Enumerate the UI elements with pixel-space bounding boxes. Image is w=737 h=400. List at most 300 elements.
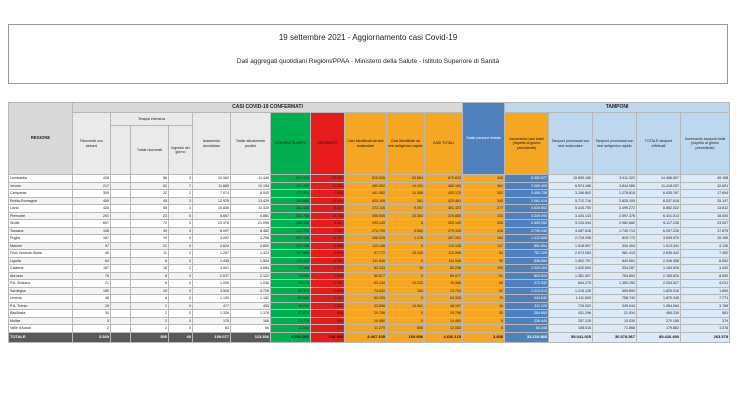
col-terapia-blank [111,126,131,175]
cell-deceduti: 6.697 [311,220,345,228]
cell-molecolare: 450.962 [345,182,387,190]
cell-positivi: 1.504 [231,257,271,265]
cell-t-incremento: 42.691 [681,182,730,190]
cell-spacer [111,272,131,280]
cell-dimessi: 11.544 [271,325,311,333]
cell-t-totale: 1.154.928 [637,265,681,273]
cell-ricoverati: 45 [73,250,111,258]
cell-antigenico: 63.884 [387,175,425,183]
cell-molecolare: 74.632 [345,287,387,295]
cell-t-molecolare: 4.457.516 [549,227,593,235]
cell-terapia: 19 [131,235,169,243]
cell-ingressi: 2 [169,250,193,258]
cell-ingressi: 0 [169,235,193,243]
col-t-antigenico: Tamponi processati con test antigenico rapido [593,113,637,175]
cell-t-totale: 2.636.442 [637,250,681,258]
cell-terapia: 2 [131,302,169,310]
cell-spacer [111,280,131,288]
cell-deceduti: 6.764 [311,235,345,243]
cell-t-incremento: 17.694 [681,190,730,198]
cell-antigenico: 11.388 [387,190,425,198]
cell-persone-testate: 838.884 [505,257,549,265]
cell-dimessi: 13.778 [271,317,311,325]
cell-positivi: 186 [231,317,271,325]
cell-molecolare: 29.756 [345,310,387,318]
col-terapia-intensiva: Terapia intensiva [111,113,193,126]
cell-regione: Abruzzo [9,272,73,280]
cell-ingressi: 5 [169,212,193,220]
cell-t-antigenico: 2.825.105 [593,197,637,205]
cell-dimessi: 107.138 [271,242,311,250]
cell-t-totale: 1.825.016 [637,287,681,295]
cell-deceduti: 8.557 [311,205,345,213]
cell-t-antigenico: 764.800 [593,272,637,280]
cell-isolamento: 170 [193,317,231,325]
cell-antigenico: 13.232 [387,280,425,288]
cell-deceduti: 7.804 [311,190,345,198]
cell-ricoverati: 3.929 [73,332,111,342]
cell-deceduti: 608 [311,310,345,318]
cell-ingressi: 0 [169,325,193,333]
cell-antigenico: 1.176 [387,235,425,243]
cell-positivi: 21.096 [231,220,271,228]
table-row [9,242,730,250]
cell-regione: Liguria [9,257,73,265]
cell-regione: Campania [9,190,73,198]
cell-molecolare: 372.116 [345,205,387,213]
report-subtitle: Dati aggregati quotidiani Regioni/PPAA - Ministero della Salute - Istituto Superiore di Sanità [236,58,500,65]
cell-t-totale: 6.435.767 [637,190,681,198]
cell-ricoverati: 63 [73,257,111,265]
cell-positivi: 12.154 [231,182,271,190]
cell-deceduti: 473 [311,325,345,333]
cell-casi-totali: 453.170 [425,190,463,198]
col-totale-ricoverati: Totale ricoverati [131,126,169,175]
cell-isolamento: 8.097 [193,227,231,235]
col-regione: REGIONE [9,103,73,175]
cell-regione: P.A. Trento [9,302,73,310]
cell-t-molecolare: 1.020.605 [549,265,593,273]
cell-dimessi: 361.406 [271,205,311,213]
cell-incremento: 69 [463,280,505,288]
cell-t-antigenico: 334.287 [593,265,637,273]
cell-deceduti: 11.739 [311,182,345,190]
cell-regione: Veneto [9,182,73,190]
cell-ricoverati: 57 [73,242,111,250]
cell-incremento: 340 [463,197,505,205]
cell-incremento: 153 [463,212,505,220]
cell-ricoverati: 217 [73,182,111,190]
cell-t-incremento: 263.578 [681,332,730,342]
cell-antigenico: 0 [387,310,425,318]
cell-antigenico: 6 [387,220,425,228]
cell-spacer [111,197,131,205]
cell-spacer [111,242,131,250]
cell-regione: Calabria [9,265,73,273]
cell-isolamento: 1.267 [193,250,231,258]
table-row [9,220,730,228]
col-isolamento: Isolamento domiciliare [193,113,231,175]
cell-t-antigenico: 981.413 [593,250,637,258]
cell-regione: TOTALE [9,332,73,342]
cell-positivi: 493 [231,302,271,310]
table-row [9,212,730,220]
cell-t-antigenico: 609.890 [593,287,637,295]
cell-persone-testate: 472.932 [505,280,549,288]
cell-incremento: 61 [463,272,505,280]
cell-antigenico: 15.226 [387,250,425,258]
cell-spacer [111,325,131,333]
cell-regione: Friuli Venezia Giulia [9,250,73,258]
cell-casi-totali: 293.149 [425,220,463,228]
cell-regione: Toscana [9,227,73,235]
cell-t-incremento: 581 [681,310,730,318]
cell-incremento: 35 [463,310,505,318]
table-row-total [9,332,730,342]
cell-persone-testate: 3.349.093 [505,212,549,220]
cell-t-antigenico: 3.499.272 [593,205,637,213]
cell-casi-totali: 381.323 [425,205,463,213]
table-row [9,272,730,280]
cell-casi-totali: 4.636.115 [425,332,463,342]
cell-terapia: 6 [131,272,169,280]
cell-incremento: 364 [463,182,505,190]
cell-persone-testate: 3.495.735 [505,190,549,198]
cell-antigenico: 361 [387,197,425,205]
cell-isolamento: 1.006 [193,280,231,288]
cell-persone-testate: 311.125 [505,302,549,310]
cell-ingressi: 0 [169,287,193,295]
col-t-molecolare: Tamponi processati con test molecolare [549,113,593,175]
cell-molecolare: 113.106 [345,242,387,250]
cell-casi-totali: 112.998 [425,250,463,258]
cell-persone-testate: 434.640 [505,295,549,303]
cell-t-incremento: 49.158 [681,175,730,183]
cell-positivi: 11.320 [231,205,271,213]
cell-deceduti: 2.538 [311,272,345,280]
cell-deceduti: 33.962 [311,175,345,183]
cell-regione: Emilia-Romagna [9,197,73,205]
cell-terapia: 2 [131,317,169,325]
cell-deceduti: 13.434 [311,197,345,205]
cell-terapia: 6 [131,295,169,303]
col-ingressi: Ingressi del giorno [169,126,193,175]
cell-casi-totali: 465.183 [425,182,463,190]
table-row [9,325,730,333]
cell-molecolare: 293.149 [345,220,387,228]
cell-incremento: 164 [463,235,505,243]
cell-isolamento: 2.624 [193,242,231,250]
cell-t-molecolare: 1.518.997 [549,242,593,250]
cell-persone-testate: 4.628.802 [505,205,549,213]
cell-t-molecolare: 6.574.186 [549,182,593,190]
cell-positivi: 3.298 [231,235,271,243]
cell-terapia: 22 [131,242,169,250]
cell-persone-testate: 881.694 [505,242,549,250]
cell-t-antigenico: 349.044 [593,302,637,310]
cell-positivi: 66 [231,325,271,333]
cell-t-incremento: 17.879 [681,227,730,235]
cell-molecolare: 815.826 [345,175,387,183]
cell-regione: Umbria [9,295,73,303]
cell-t-totale: 6.431.513 [637,212,681,220]
cell-isolamento: 12.975 [193,197,231,205]
cell-t-incremento: 4.130 [681,242,730,250]
cell-deceduti: 7.105 [311,227,345,235]
cell-terapia: 45 [131,197,169,205]
cell-t-molecolare: 1.381.007 [549,272,593,280]
cell-ingressi: 2 [169,265,193,273]
cell-t-molecolare: 257.125 [549,317,593,325]
cell-ingressi: 0 [169,295,193,303]
cell-ingressi: 0 [169,257,193,265]
cell-molecolare: 14.460 [345,317,387,325]
table-row [9,205,730,213]
col-casi-totali: CASI TOTALI [425,113,463,175]
cell-dimessi: 263.738 [271,227,311,235]
cell-casi-totali: 113.106 [425,242,463,250]
cell-spacer [111,302,131,310]
cell-t-totale: 270.155 [637,317,681,325]
cell-casi-totali: 12.083 [425,325,463,333]
cell-t-incremento: 379 [681,317,730,325]
cell-isolamento: 7.674 [193,190,231,198]
cell-t-molecolare: 5.415.750 [549,205,593,213]
cell-terapia: 23 [131,212,169,220]
cell-terapia: 52 [131,182,169,190]
cell-t-incremento: 6.011 [681,280,730,288]
cell-antigenico: 0 [387,257,425,265]
table-row [9,227,730,235]
cell-t-totale: 8.882.022 [637,205,681,213]
cell-ricoverati: 46 [73,295,111,303]
cell-isolamento: 5.657 [193,212,231,220]
cell-t-antigenico: 1.749.713 [593,227,637,235]
cell-incremento: 538 [463,220,505,228]
col-persone-testate: Totale persone testate [463,103,505,175]
cell-deceduti: 496 [311,317,345,325]
cell-antigenico: 0 [387,295,425,303]
cell-dimessi: 265.436 [271,220,311,228]
cell-regione: Lazio [9,205,73,213]
cell-antigenico: 20.363 [387,212,425,220]
cell-isolamento: 4.501 [193,265,231,273]
cell-positivi: 1.182 [231,295,271,303]
cell-persone-testate: 5.352.977 [505,175,549,183]
cell-deceduti: 3.834 [311,250,345,258]
cell-terapia: 2 [131,325,169,333]
cell-persone-testate: 1.412.605 [505,235,549,243]
table-row [9,190,730,198]
cell-t-totale: 2.346.358 [637,257,681,265]
cell-t-incremento: 1.800 [681,287,730,295]
cell-t-antigenico: 1.278.815 [593,190,637,198]
cell-spacer [111,250,131,258]
cell-antigenico: 0 [387,317,425,325]
table-row [9,265,730,273]
cell-ricoverati: 201 [73,212,111,220]
cell-incremento: 6 [463,317,505,325]
cell-t-molecolare: 1.215.126 [549,287,593,295]
cell-molecolare: 111.945 [345,257,387,265]
cell-spacer [111,227,131,235]
cell-ricoverati: 309 [73,190,111,198]
cell-ricoverati: 657 [73,220,111,228]
cell-t-antigenico: 21.934 [593,310,637,318]
covid-regional-table [8,102,730,343]
cell-persone-testate: 2.795.035 [505,227,549,235]
cell-isolamento: 1.435 [193,257,231,265]
cell-t-totale: 484.230 [637,310,681,318]
cell-ingressi: 3 [169,197,193,205]
cell-ingressi: 3 [169,220,193,228]
cell-incremento: 277 [463,205,505,213]
cell-t-molecolare: 1.111.605 [549,295,593,303]
cell-terapia: 49 [131,227,169,235]
cell-spacer [111,175,131,183]
cell-ingressi: 40 [169,332,193,342]
cell-terapia: 11 [131,250,169,258]
cell-casi-totali: 82.298 [425,265,463,273]
cell-ricoverati: 76 [73,272,111,280]
table-row [9,302,730,310]
cell-incremento: 62 [463,287,505,295]
cell-ingressi: 2 [169,190,193,198]
cell-deceduti: 1.441 [311,295,345,303]
cell-antigenico: 169.006 [387,332,425,342]
cell-antigenico: 16 [387,265,425,273]
cell-incremento: 94 [463,250,505,258]
cell-t-antigenico: 30.578.567 [593,332,637,342]
cell-ingressi: 3 [169,205,193,213]
col-t-totale: TOTALE tamponi effettuati [637,113,681,175]
cell-dimessi: 4.392.052 [271,332,311,342]
cell-t-molecolare: 108.016 [549,325,593,333]
cell-antigenico: 14.541 [387,302,425,310]
cell-regione: P.A. Bolzano [9,280,73,288]
covid-table-wrapper [8,102,729,396]
cell-persone-testate: 1.014.913 [505,287,549,295]
cell-incremento: 302 [463,190,505,198]
cell-spacer [111,257,131,265]
cell-t-incremento: 25.147 [681,197,730,205]
col-incremento: Incremento casi totali (rispetto al giorno precedente) [505,113,549,175]
cell-spacer [111,295,131,303]
cell-dimessi: 69.374 [271,287,311,295]
cell-t-totale: 2.204.527 [637,280,681,288]
cell-t-incremento: 15.190 [681,235,730,243]
cell-ricoverati: 5 [73,317,111,325]
cell-spacer [111,310,131,318]
cell-isolamento: 3.092 [193,235,231,243]
cell-t-antigenico: 3.911.322 [593,175,637,183]
cell-t-totale: 3.539.070 [637,235,681,243]
cell-dimessi: 76.000 [271,272,311,280]
cell-dimessi: 441.290 [271,182,311,190]
cell-t-incremento: 3.442 [681,265,730,273]
cell-casi-totali: 80.677 [425,272,463,280]
cell-persone-testate: 2.061.419 [505,197,549,205]
cell-isolamento: 3.526 [193,287,231,295]
cell-spacer [111,317,131,325]
cell-spacer [111,190,131,198]
cell-t-totale: 11.418.257 [637,182,681,190]
table-row [9,257,730,265]
cell-regione: Sicilia [9,220,73,228]
cell-ricoverati: 426 [73,205,111,213]
table-row [9,310,730,318]
cell-incremento: 199 [463,265,505,273]
cell-regione: Piemonte [9,212,73,220]
cell-t-totale: 6.207.226 [637,227,681,235]
band-casi-confermati: CASI COVID-19 CONFERMATI [73,103,463,113]
cell-dimessi: 361.758 [271,212,311,220]
cell-persone-testate: 787.229 [505,250,549,258]
cell-t-molecolare: 715.002 [549,302,593,310]
cell-terapia: 22 [131,190,169,198]
cell-t-molecolare: 1.902.797 [549,257,593,265]
cell-ingressi: 4 [169,175,193,183]
cell-dimessi: 46.246 [271,302,311,310]
cell-positivi: 4.684 [231,265,271,273]
cell-terapia: 72 [131,220,169,228]
cell-molecolare: 97.772 [345,250,387,258]
cell-isolamento: 63 [193,325,231,333]
col-t-incremento: Incremento tamponi totali (rispetto al giorno precedente) [681,113,730,175]
cell-isolamento: 2.037 [193,272,231,280]
cell-ricoverati: 336 [73,227,111,235]
cell-isolamento: 10.836 [193,205,231,213]
cell-t-antigenico: 843.561 [593,257,637,265]
cell-dimessi: 106.942 [271,257,311,265]
cell-ingressi: 0 [169,272,193,280]
cell-t-incremento: 8.590 [681,272,730,280]
col-positivi: Totale attualmente positivi [231,113,271,175]
cell-casi-totali: 376.885 [425,212,463,220]
col-ricoverati: Ricoverati con sintomi [73,113,111,175]
cell-deceduti: 1.195 [311,280,345,288]
cell-positivi: 1.378 [231,310,271,318]
cell-t-antigenico: 13.030 [593,317,637,325]
cell-t-antigenico: 4.844.066 [593,182,637,190]
col-deceduti: DECEDUTI [311,113,345,175]
cell-incremento: 147 [463,242,505,250]
cell-dimessi: 107.855 [271,250,311,258]
cell-isolamento: 477 [193,302,231,310]
cell-positivi: 2.600 [231,242,271,250]
cell-t-antigenico: 819.772 [593,235,637,243]
cell-regione: Lombardia [9,175,73,183]
cell-isolamento: 10.962 [193,175,231,183]
cell-deceduti: 1.625 [311,287,345,295]
table-row [9,182,730,190]
cell-t-molecolare: 3.434.133 [549,212,593,220]
cell-t-antigenico: 2.982.682 [593,220,637,228]
cell-t-antigenico: 334.404 [593,242,637,250]
cell-ricoverati: 2 [73,325,111,333]
cell-molecolare: 356.505 [345,212,387,220]
cell-positivi: 113.536 [231,332,271,342]
cell-spacer [111,287,131,295]
cell-t-incremento: 7.492 [681,250,730,258]
cell-ricoverati: 428 [73,175,111,183]
cell-t-molecolare: 59.041.925 [549,332,593,342]
cell-positivi: 1.323 [231,250,271,258]
cell-ricoverati: 15 [73,302,111,310]
cell-dimessi: 437.301 [271,190,311,198]
cell-dimessi: 257.139 [271,235,311,243]
cell-t-incremento: 18.000 [681,212,730,220]
